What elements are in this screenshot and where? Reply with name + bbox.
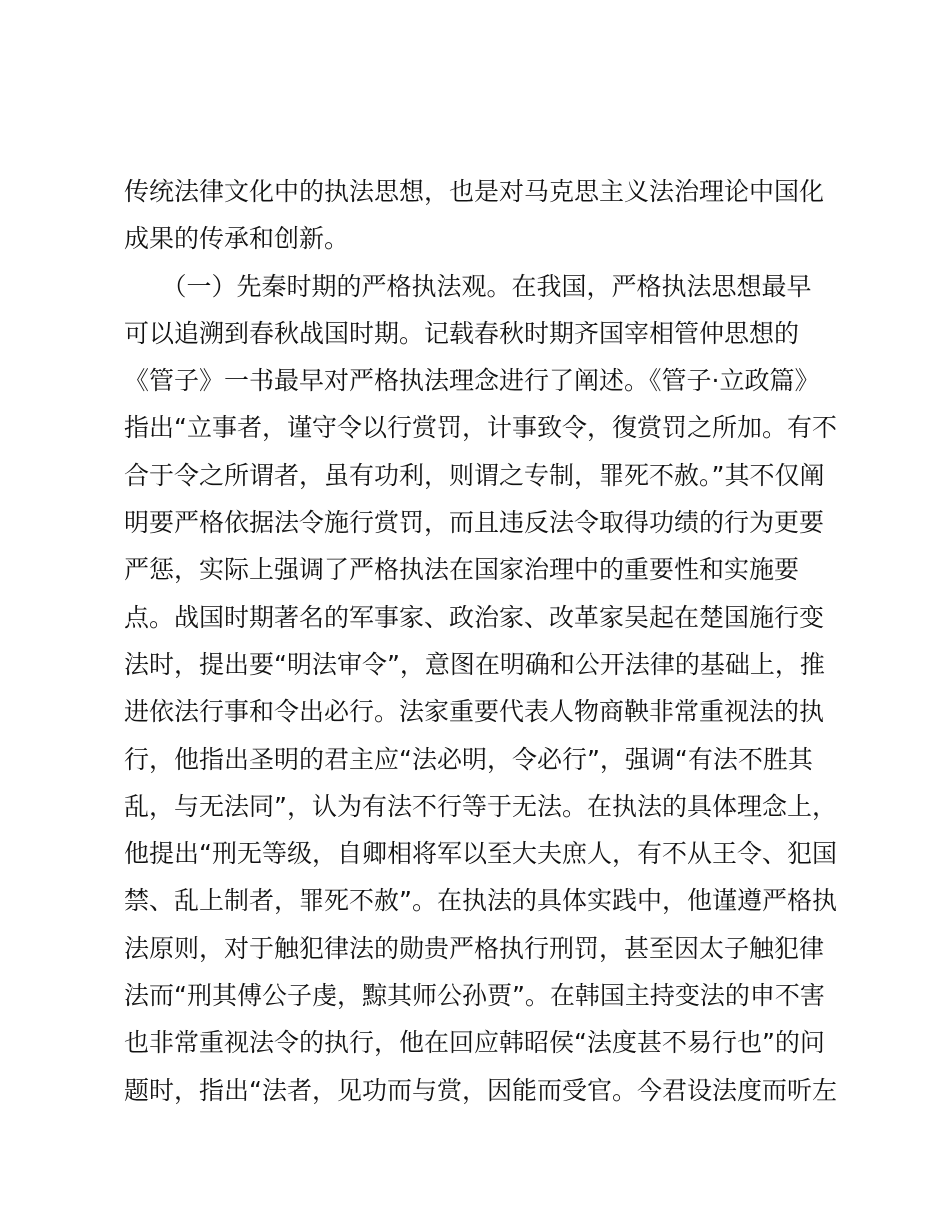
- text-line: 点。战国时期著名的军事家、政治家、改革家吴起在楚国施行变: [124, 602, 825, 632]
- text-line: 行，他指出圣明的君主应“法必明，令必行”，强调“有法不胜其: [124, 744, 813, 774]
- text-line: （一）先秦时期的严格执法观。在我国，严格执法思想最早: [124, 271, 812, 301]
- text-line: 成果的传承和创新。: [124, 224, 350, 254]
- text-line: 明要严格依据法令施行赏罚，而且违反法令取得功绩的行为更要: [124, 508, 825, 538]
- text-line: 传统法律文化中的执法思想，也是对马克思主义法治理论中国化: [124, 177, 825, 206]
- body-text: [124, 168, 839, 1114]
- text-line: 法原则，对于触犯律法的勋贵严格执行刑罚，甚至因太子触犯律: [124, 933, 825, 963]
- text-line: 禁、乱上制者，罪死不赦”。在执法的具体实践中，他谨遵严格执: [124, 886, 837, 916]
- text-line: 指出“立事者，谨守令以行赏罚，计事致令，復赏罚之所加。有不: [124, 413, 837, 443]
- text-line: 题时，指出“法者，见功而与赏，因能而受官。今君设法度而听左: [124, 1075, 837, 1105]
- text-line: 严惩，实际上强调了严格执法在国家治理中的重要性和实施要: [124, 555, 800, 585]
- text-line: 合于令之所谓者，虽有功利，则谓之专制，罪死不赦。”其不仅阐: [124, 460, 825, 490]
- text-line: 《管子》一书最早对严格执法理念进行了阐述。《管子·立政篇》: [124, 366, 820, 396]
- text-line: 可以追溯到春秋战国时期。记载春秋时期齐国宰相管仲思想的: [124, 318, 800, 348]
- text-line: 进依法行事和令出必行。法家重要代表人物商鞅非常重视法的执: [124, 697, 825, 727]
- text-line: 乱，与无法同”，认为有法不行等于无法。在执法的具体理念上，: [124, 791, 837, 821]
- text-line: 法时，提出要“明法审令”，意图在明确和公开法律的基础上，推: [124, 649, 825, 679]
- text-line: 也非常重视法令的执行，他在回应韩昭侯“法度甚不易行也”的问: [124, 1028, 825, 1058]
- text-line: 他提出“刑无等级，自卿相将军以至大夫庶人，有不从王令、犯国: [124, 839, 837, 869]
- text-line: 法而“刑其傅公子虔，黥其师公孙贾”。在韩国主持变法的申不害: [124, 981, 825, 1011]
